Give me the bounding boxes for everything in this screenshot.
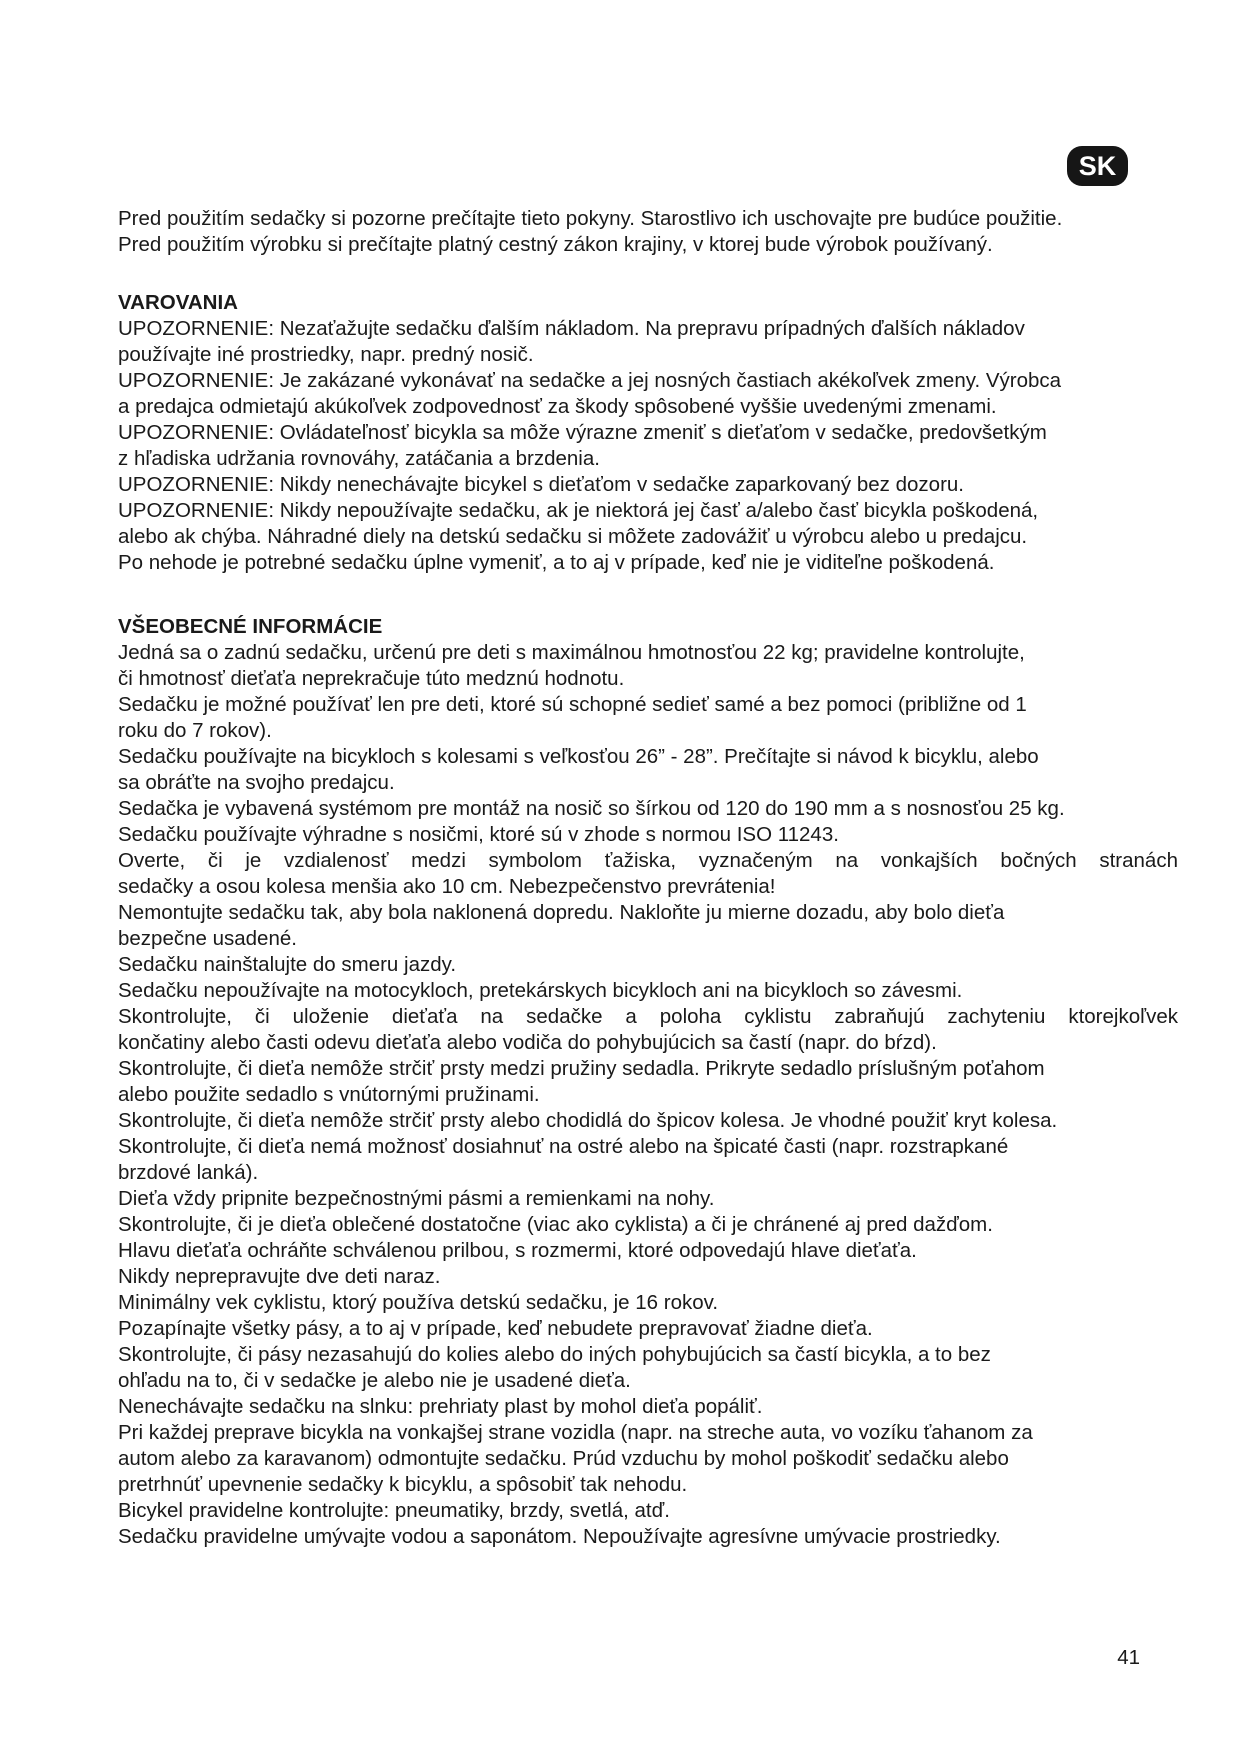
info-line: Skontrolujte, či je dieťa oblečené dostatočne (viac ako cyklista) a či je chránené aj pred dažďom. — [118, 1213, 993, 1236]
info-line: Overte, či je vzdialenosť medzi symbolom ťažiska, vyznačeným na vonkajších bočných stranách — [118, 849, 1178, 872]
warning-line: UPOZORNENIE: Nikdy nenechávajte bicykel s dieťaťom v sedačke zaparkovaný bez dozoru. — [118, 473, 965, 496]
warnings-heading: VAROVANIA — [118, 291, 238, 314]
info-line: autom alebo za karavanom) odmontujte sedačku. Prúd vzduchu by mohol poškodiť sedačku alebo — [118, 1447, 1009, 1470]
warning-line: používajte iné prostriedky, napr. predný nosič. — [118, 343, 534, 366]
info-line: Jedná sa o zadnú sedačku, určenú pre deti s maximálnou hmotnosťou 22 kg; pravidelne kontrolujte, — [118, 641, 1025, 664]
info-line: roku do 7 rokov). — [118, 719, 272, 742]
warning-line: UPOZORNENIE: Nezaťažujte sedačku ďalším nákladom. Na prepravu prípadných ďalších nákladov — [118, 317, 1025, 340]
info-line: Sedačku používajte na bicykloch s kolesami s veľkosťou 26” - 28”. Prečítajte si návod k bicyklu, alebo — [118, 745, 1039, 768]
info-line: Sedačku pravidelne umývajte vodou a saponátom. Nepoužívajte agresívne umývacie prostriedky. — [118, 1525, 1001, 1548]
info-line: Nenechávajte sedačku na slnku: prehriaty plast by mohol dieťa popáliť. — [118, 1395, 763, 1418]
warning-line: UPOZORNENIE: Nikdy nepoužívajte sedačku, ak je niektorá jej časť a/alebo časť bicykla poškodená, — [118, 499, 1039, 522]
warnings-section — [118, 290, 1178, 576]
info-line: brzdové lanká). — [118, 1161, 259, 1184]
info-line: pretrhnúť upevnenie sedačky k bicyklu, a spôsobiť tak nehodu. — [118, 1473, 688, 1496]
page-number: 41 — [1117, 1646, 1140, 1669]
warning-line: UPOZORNENIE: Je zakázané vykonávať na sedačke a jej nosných častiach akékoľvek zmeny. Výrobca — [118, 369, 1062, 392]
intro-paragraph — [118, 206, 1178, 258]
info-line: Skontrolujte, či dieťa nemôže strčiť prsty medzi pružiny sedadla. Prikryte sedadlo príslušným poťahom — [118, 1057, 1045, 1080]
warning-line: alebo ak chýba. Náhradné diely na detskú sedačku si môžete zadovážiť u výrobcu alebo u predajcu. — [118, 525, 1028, 548]
info-line: sa obráťte na svojho predajcu. — [118, 771, 395, 794]
intro-line: Pred použitím výrobku si prečítajte platný cestný zákon krajiny, v ktorej bude výrobok používaný. — [118, 233, 993, 256]
info-line: končatiny alebo časti odevu dieťaťa alebo vodiča do pohybujúcich sa častí (napr. do bŕzd). — [118, 1031, 937, 1054]
warning-line: Po nehode je potrebné sedačku úplne vymeniť, a to aj v prípade, keď nie je viditeľne poškodená. — [118, 551, 995, 574]
info-line: Sedačka je vybavená systémom pre montáž na nosič so šírkou od 120 do 190 mm a s nosnosťou 25 kg. — [118, 797, 1065, 820]
info-line: či hmotnosť dieťaťa neprekračuje túto medznú hodnotu. — [118, 667, 625, 690]
language-badge: SK — [1067, 146, 1128, 186]
info-line: Skontrolujte, či pásy nezasahujú do kolies alebo do iných pohybujúcich sa častí bicykla, a to bez — [118, 1343, 991, 1366]
info-line: Skontrolujte, či dieťa nemá možnosť dosiahnuť na ostré alebo na špicaté časti (napr. rozstrapkané — [118, 1135, 1009, 1158]
info-line: Skontrolujte, či dieťa nemôže strčiť prsty alebo chodidlá do špicov kolesa. Je vhodné použiť kryt kolesa. — [118, 1109, 1058, 1132]
info-line: Pri každej preprave bicykla na vonkajšej strane vozidla (napr. na streche auta, vo vozíku ťahanom za — [118, 1421, 1033, 1444]
info-line: Dieťa vždy pripnite bezpečnostnými pásmi a remienkami na nohy. — [118, 1187, 715, 1210]
info-line: ohľadu na to, či v sedačke je alebo nie je usadené dieťa. — [118, 1369, 631, 1392]
info-line: Skontrolujte, či uloženie dieťaťa na sedačke a poloha cyklistu zabraňujú zachyteniu ktorejkoľvek — [118, 1005, 1178, 1028]
warning-line: a predajca odmietajú akúkoľvek zodpovednosť za škody spôsobené vyššie uvedenými zmenami. — [118, 395, 997, 418]
info-line: Minimálny vek cyklistu, ktorý používa detskú sedačku, je 16 rokov. — [118, 1291, 719, 1314]
info-line: Pozapínajte všetky pásy, a to aj v prípade, keď nebudete prepravovať žiadne dieťa. — [118, 1317, 873, 1340]
info-line: Sedačku používajte výhradne s nosičmi, ktoré sú v zhode s normou ISO 11243. — [118, 823, 839, 846]
info-line: Hlavu dieťaťa ochráňte schválenou prilbou, s rozmermi, ktoré odpovedajú hlave dieťaťa. — [118, 1239, 917, 1262]
info-line: Sedačku je možné používať len pre deti, ktoré sú schopné sedieť samé a bez pomoci (približne od 1 — [118, 693, 1027, 716]
warning-line: UPOZORNENIE: Ovládateľnosť bicykla sa môže výrazne zmeniť s dieťaťom v sedačke, predovšetkým — [118, 421, 1047, 444]
info-line: alebo použite sedadlo s vnútornými pružinami. — [118, 1083, 540, 1106]
info-line: Bicykel pravidelne kontrolujte: pneumatiky, brzdy, svetlá, atď. — [118, 1499, 670, 1522]
info-line: bezpečne usadené. — [118, 927, 297, 950]
general-info-heading: VŠEOBECNÉ INFORMÁCIE — [118, 615, 383, 638]
info-line: sedačky a osou kolesa menšia ako 10 cm. Nebezpečenstvo prevrátenia! — [118, 875, 776, 898]
warning-line: z hľadiska udržania rovnováhy, zatáčania a brzdenia. — [118, 447, 600, 470]
info-line: Sedačku nepoužívajte na motocykloch, pretekárskych bicykloch ani na bicykloch so závesmi. — [118, 979, 963, 1002]
info-line: Nemontujte sedačku tak, aby bola naklonená dopredu. Nakloňte ju mierne dozadu, aby bolo dieťa — [118, 901, 1005, 924]
intro-line: Pred použitím sedačky si pozorne prečítajte tieto pokyny. Starostlivo ich uschovajte pre budúce použitie. — [118, 207, 1063, 230]
info-line: Sedačku nainštalujte do smeru jazdy. — [118, 953, 457, 976]
info-line: Nikdy neprepravujte dve deti naraz. — [118, 1265, 441, 1288]
general-info-section — [118, 614, 1178, 1550]
